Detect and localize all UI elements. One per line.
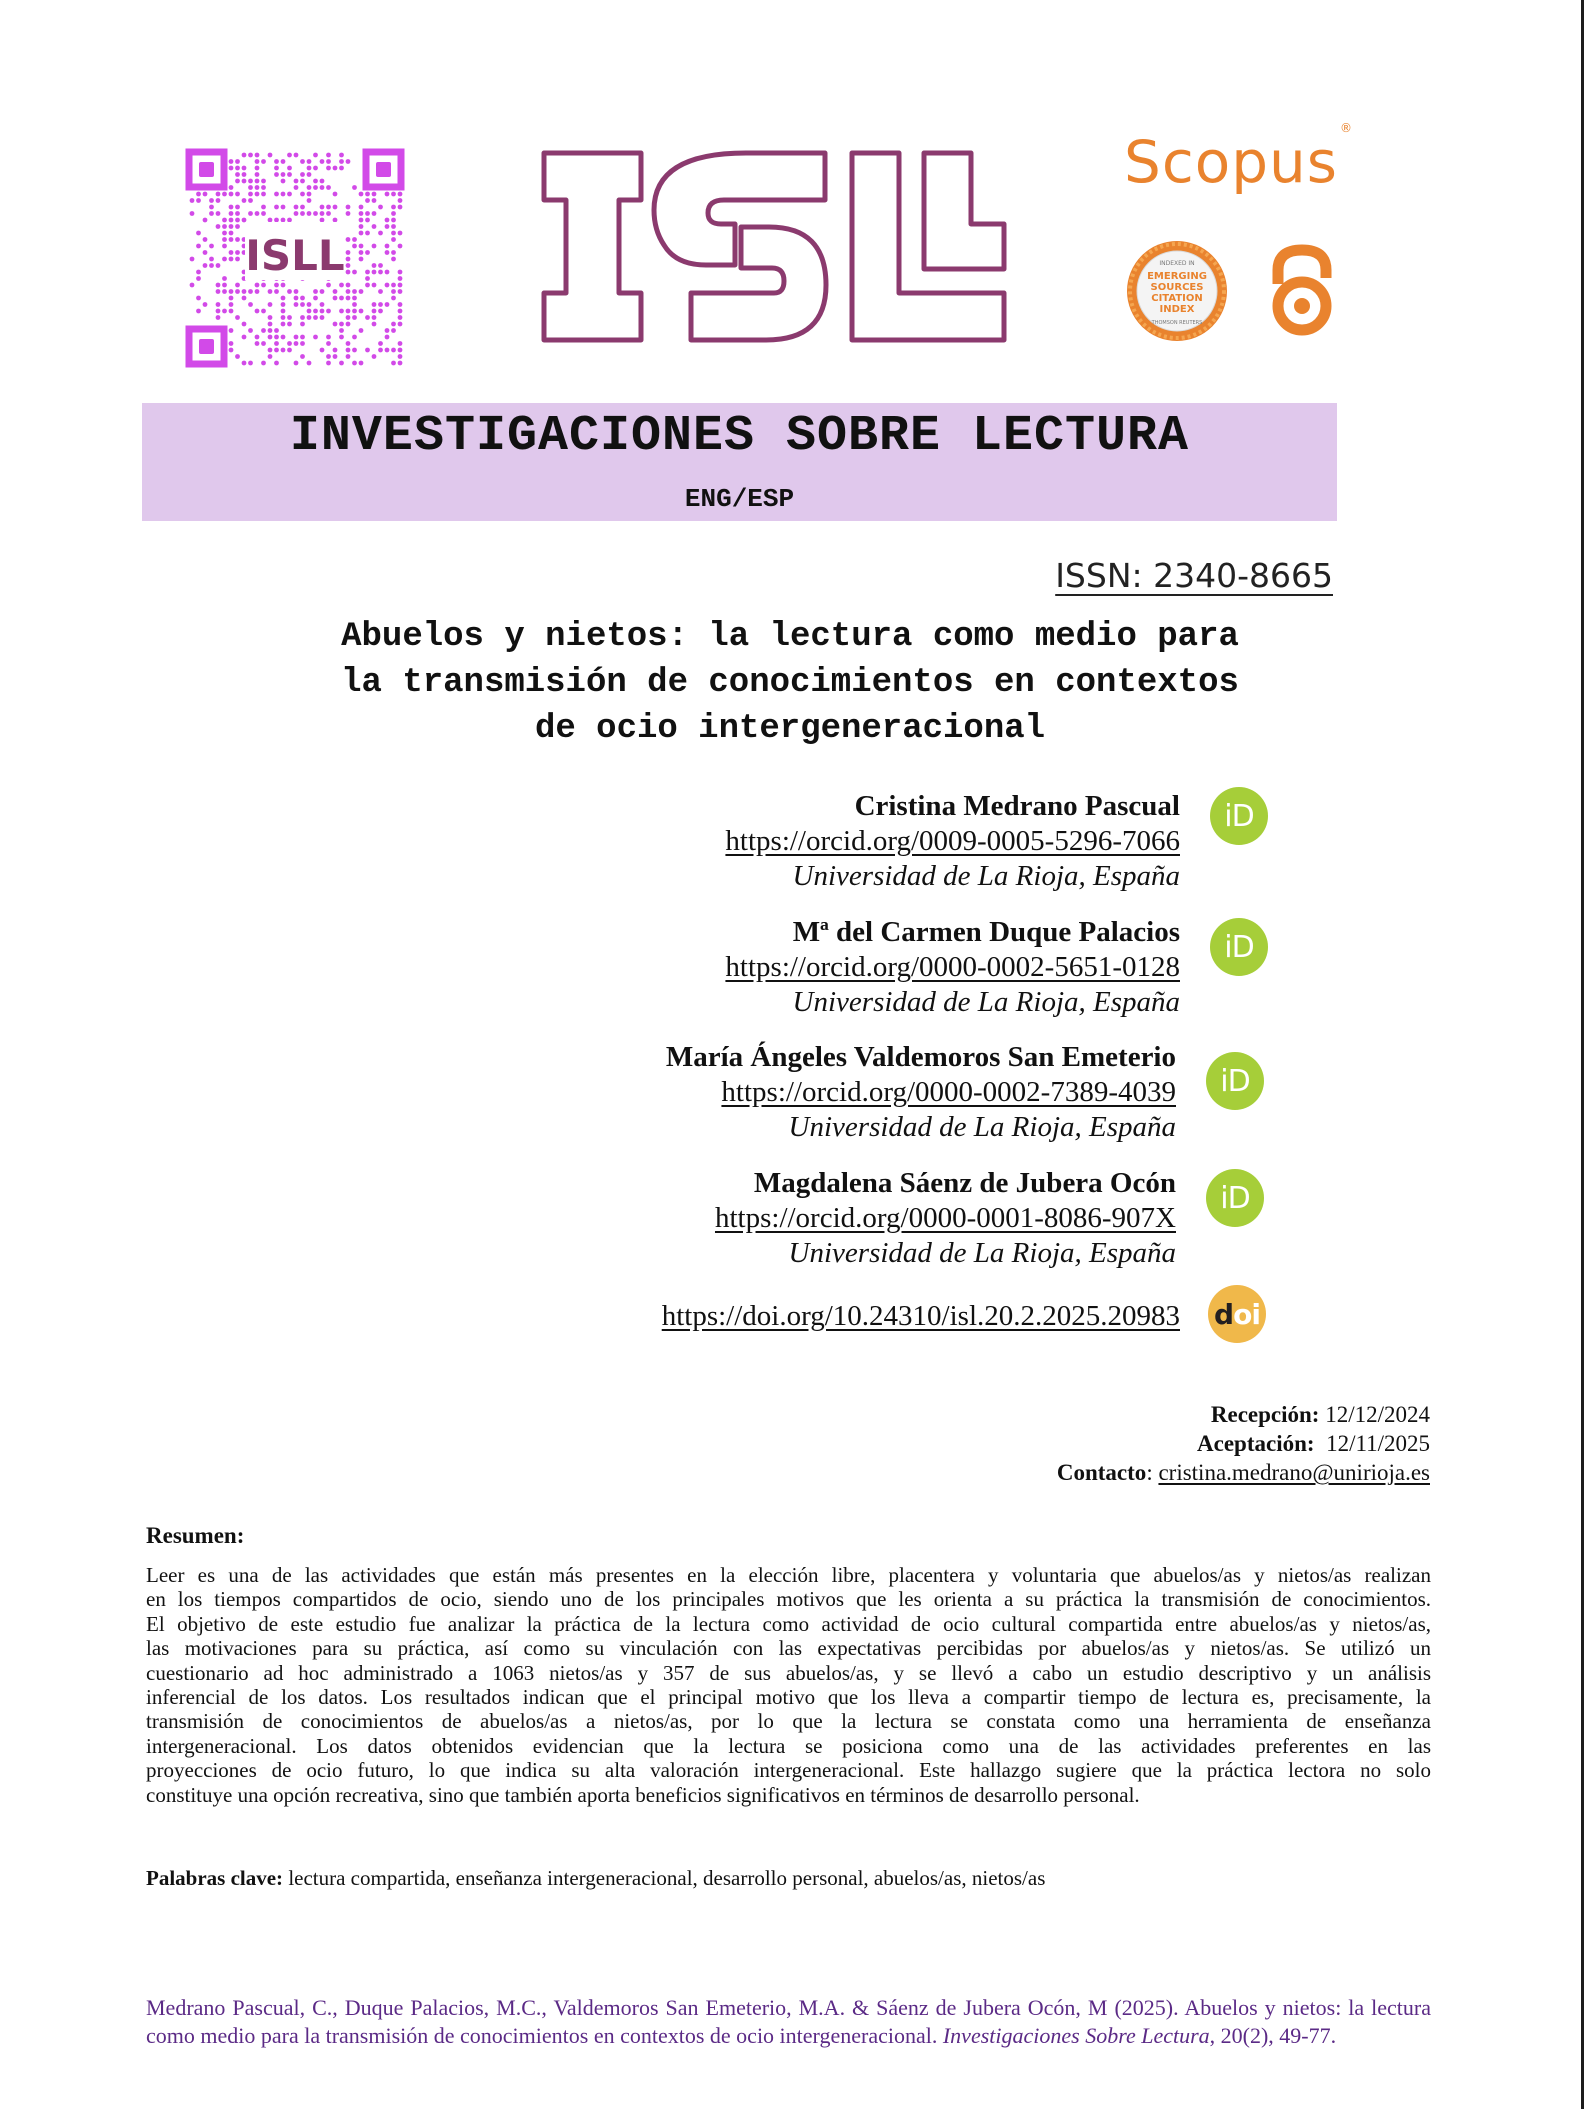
svg-text:INDEX: INDEX	[1159, 304, 1195, 315]
author-affiliation: Universidad de La Rioja, España	[792, 986, 1180, 1018]
svg-text:INDEXED IN: INDEXED IN	[1159, 260, 1195, 267]
doi-icon[interactable]: d oi	[1208, 1285, 1266, 1343]
abstract-line: proyecciones de ocio futuro, lo que indica su alta valoración intergeneracional. Este hallazgo sugiere que la práctica lectora no solo	[146, 1758, 1431, 1783]
journal-title: INVESTIGACIONES SOBRE LECTURA	[289, 408, 1190, 465]
abstract-heading: Resumen:	[146, 1523, 245, 1548]
article-dates	[1057, 1400, 1430, 1487]
orcid-icon[interactable]: iD	[1210, 918, 1268, 976]
author-block	[725, 914, 1180, 1020]
author-orcid-link[interactable]: https://orcid.org/0009-0005-5296-7066	[725, 825, 1180, 857]
author-orcid-link[interactable]: https://orcid.org/0000-0001-8086-907X	[714, 1202, 1176, 1234]
isll-logo-icon	[541, 150, 1007, 346]
author-orcid-link[interactable]: https://orcid.org/0000-0002-5651-0128	[725, 951, 1180, 983]
open-access-icon	[1266, 244, 1338, 336]
abstract-line: Leer es una de las actividades que están más presentes en la elección libre, placentera y voluntaria que abuelos/as y nietos/as realizan	[146, 1563, 1431, 1587]
reception-date: Recepción: 12/12/2024	[1210, 1402, 1430, 1427]
article-title-line: Abuelos y nietos: la lectura como medio para	[341, 618, 1239, 656]
orcid-icon[interactable]: iD	[1206, 1052, 1264, 1110]
citation: Medrano Pascual, C., Duque Palacios, M.C., Valdemoros San Emeterio, M.A. & Sáenz de Jubera Ocón, M (2025). Abuelos y nietos: la lectura como medio para la transmisión de conocimientos en contextos de ocio intergeneracional. Investigaciones Sobre Lectura, 20(2), 49-77.	[146, 1995, 1431, 2048]
svg-text:ISLL: ISLL	[245, 231, 345, 280]
author-orcid-link[interactable]: https://orcid.org/0000-0002-7389-4039	[721, 1076, 1176, 1108]
author-affiliation: Universidad de La Rioja, España	[792, 860, 1180, 892]
qr-code-icon	[185, 148, 405, 368]
abstract-text	[146, 1563, 1431, 1807]
article-title-line: la transmisión de conocimientos en contextos	[341, 664, 1239, 702]
author-affiliation: Universidad de La Rioja, España	[788, 1111, 1176, 1143]
contact-email-link[interactable]: cristina.medrano@unirioja.es	[1158, 1460, 1430, 1485]
author-name: Cristina Medrano Pascual	[854, 790, 1180, 822]
contact: Contacto: cristina.medrano@unirioja.es	[1056, 1460, 1430, 1485]
abstract-line: las motivaciones para su práctica, así como su vinculación con las expectativas percibidas por abuelos/as y nietos/as. Se utilizó un	[146, 1636, 1431, 1661]
abstract-line: inferencial de los datos. Los resultados indican que el principal motivo que los lleva a compartir tiempo de lectura es, precisamente, la	[146, 1685, 1431, 1710]
author-name: Magdalena Sáenz de Jubera Ocón	[753, 1167, 1176, 1199]
journal-languages: ENG/ESP	[684, 484, 795, 514]
author-affiliation: Universidad de La Rioja, España	[788, 1237, 1176, 1269]
keywords: Palabras clave: lectura compartida, enseñanza intergeneracional, desarrollo personal, abuelos/as, nietos/as	[146, 1866, 1046, 1890]
author-name: Mª del Carmen Duque Palacios	[792, 916, 1180, 948]
doi-link[interactable]: https://doi.org/10.24310/isl.20.2.2025.20983	[661, 1300, 1180, 1332]
journal-logo	[541, 150, 1007, 346]
abstract-line: en los tiempos compartidos de ocio, siendo uno de los principales motivos que les orienta a su práctica la transmisión de conocimientos.	[146, 1587, 1431, 1612]
abstract-line: constituye una opción recreativa, sino que también aporta beneficios significativos en términos de desarrollo personal.	[146, 1782, 1140, 1807]
abstract-line: transmisión de conocimientos de abuelos/as a nietos/as, por lo que la lectura se constata como una herramienta de enseñanza	[146, 1709, 1431, 1734]
scopus-logo: Scopus®	[1124, 120, 1353, 196]
qr-code[interactable]	[185, 148, 405, 368]
svg-text:THOMSON REUTERS: THOMSON REUTERS	[1151, 320, 1203, 326]
esci-badge-icon	[1126, 240, 1228, 342]
article-title	[240, 614, 1340, 752]
acceptance-date: Aceptación: 12/11/2025	[1197, 1431, 1430, 1456]
author-block	[715, 1165, 1176, 1271]
svg-text:SOURCES: SOURCES	[1150, 282, 1204, 293]
abstract-line: cuestionario ad hoc administrado a 1063 nietos/as y 357 de sus abuelos/as, y se llevó a cabo un estudio descriptivo y un análisis	[146, 1660, 1431, 1685]
issn-link[interactable]: ISSN: 2340-8665	[1055, 556, 1333, 595]
svg-text:CITATION: CITATION	[1151, 293, 1203, 304]
author-name: María Ángeles Valdemoros San Emeterio	[665, 1041, 1176, 1073]
abstract-line: intergeneracional. Los datos obtenidos evidencian que la lectura se posiciona como una de las actividades preferentes en las	[146, 1733, 1431, 1758]
author-block	[725, 788, 1180, 894]
article-title-line: de ocio intergeneracional	[534, 710, 1046, 748]
orcid-icon[interactable]: iD	[1206, 1169, 1264, 1227]
author-block	[666, 1039, 1176, 1145]
abstract-line: El objetivo de este estudio fue analizar la práctica de la lectura como actividad de ocio cultural compartida entre abuelos/as y nietos/as,	[146, 1611, 1431, 1636]
orcid-icon[interactable]: iD	[1210, 787, 1268, 845]
svg-text:EMERGING: EMERGING	[1147, 271, 1207, 282]
